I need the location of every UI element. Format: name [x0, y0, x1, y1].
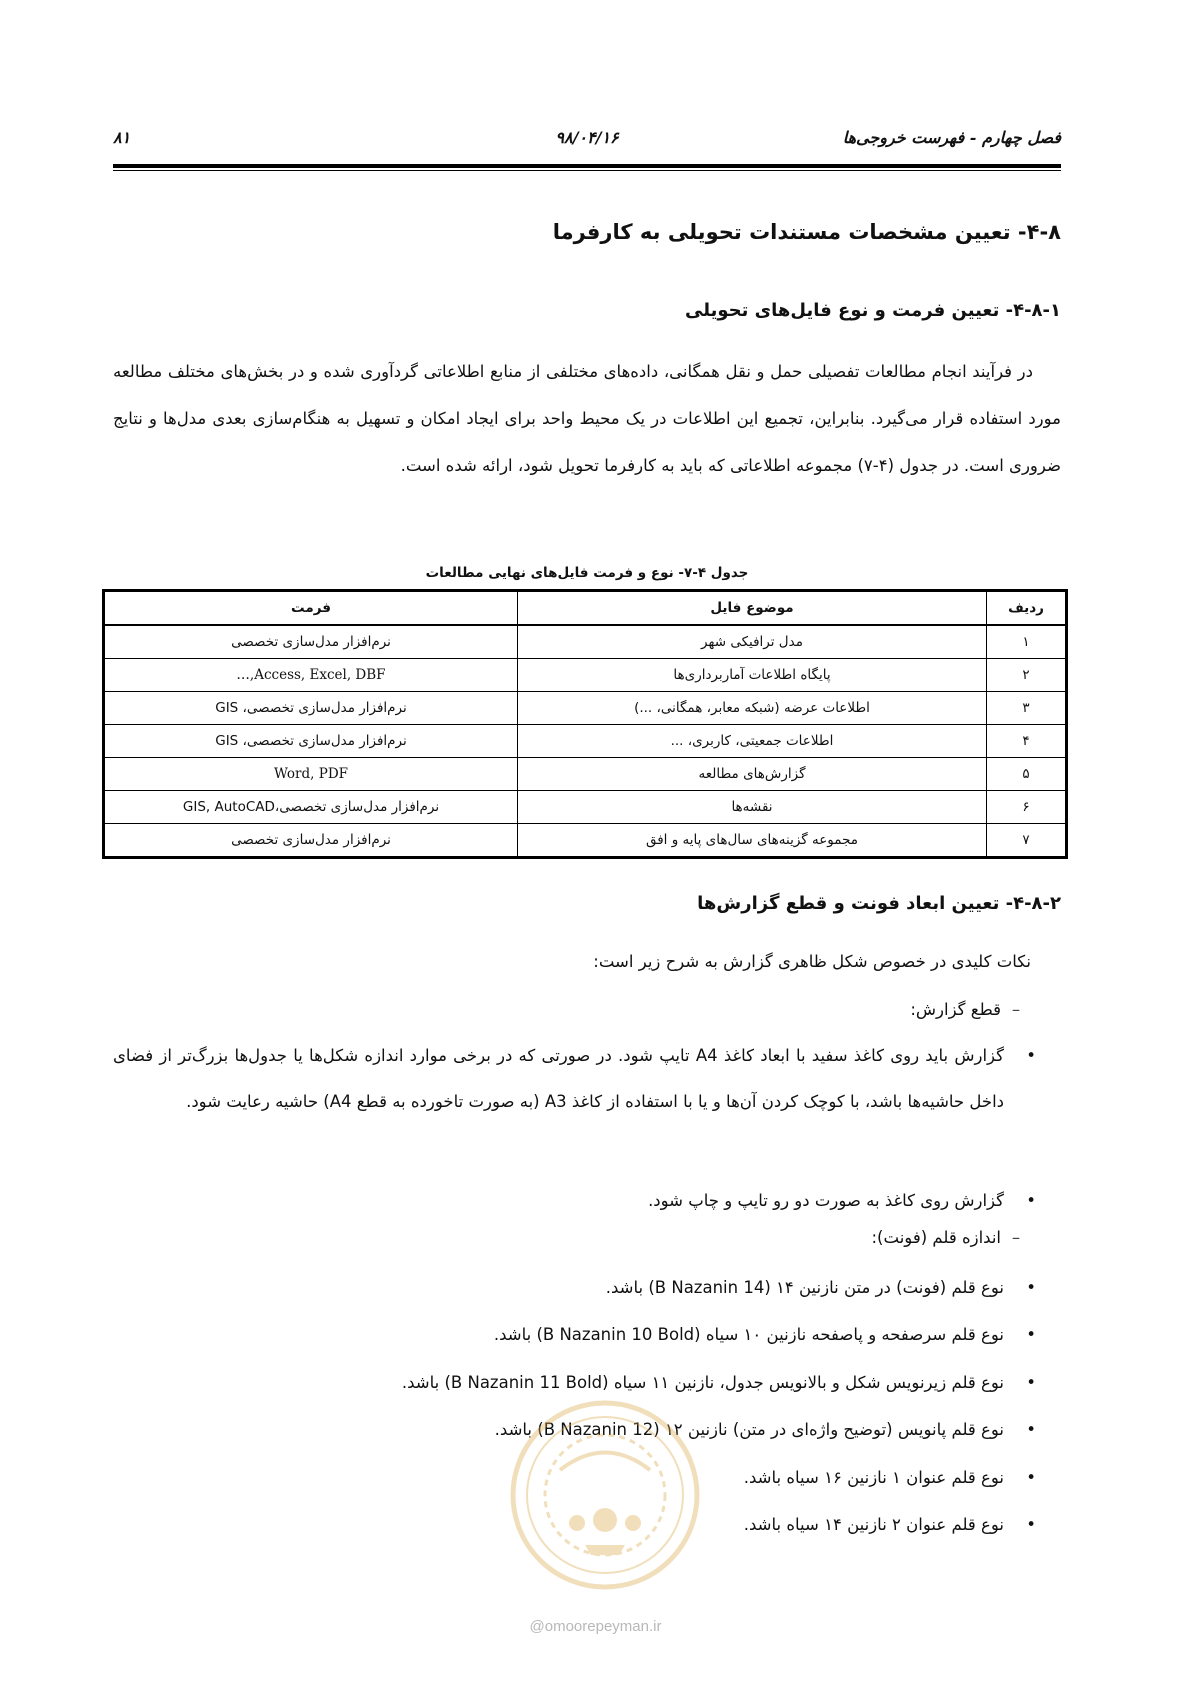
- cell-format: نرم‌افزار مدل‌سازی تخصصی: [104, 824, 518, 858]
- list-item-text: نوع قلم (فونت) در متن نازنین ۱۴ (B Nazanin 14) باشد.: [605, 1278, 1004, 1297]
- cell-format: Word, PDF: [104, 758, 518, 791]
- section-heading: ۴-۸- تعیین مشخصات مستندات تحویلی به کارفرما: [552, 220, 1061, 244]
- bullet-icon: •: [1026, 1191, 1036, 1210]
- table-header-row: [104, 591, 1067, 626]
- cell-file-subject: اطلاعات عرضه (شبکه معابر، همگانی، ...): [518, 692, 987, 725]
- watermark-seal-logo: [505, 1395, 705, 1595]
- cell-file-subject: گزارش‌های مطالعه: [518, 758, 987, 791]
- cell-row-number: ۶: [987, 791, 1067, 824]
- header-rule-thick: [113, 164, 1061, 168]
- bullet-icon: •: [1026, 1468, 1036, 1487]
- column-header-format: فرمت: [104, 591, 518, 626]
- column-header-row-number: ردیف: [987, 591, 1067, 626]
- table-row: [104, 625, 1067, 659]
- cell-format: نرم‌افزار مدل‌سازی تخصصی، GIS: [104, 692, 518, 725]
- cell-row-number: ۷: [987, 824, 1067, 858]
- body-paragraph: [113, 348, 1061, 489]
- cell-row-number: ۱: [987, 625, 1067, 659]
- bullet-icon: •: [1026, 1325, 1036, 1344]
- bullet-icon: •: [1026, 1420, 1036, 1439]
- list-group-label: [872, 1228, 1032, 1247]
- table-row: [104, 791, 1067, 824]
- page-number: ۸۱: [113, 128, 131, 147]
- cell-row-number: ۲: [987, 659, 1067, 692]
- list-group-label-text: قطع گزارش:: [910, 1000, 1001, 1019]
- subsection-heading-2: ۴-۸-۲- تعیین ابعاد فونت و قطع گزارش‌ها: [697, 893, 1061, 914]
- chapter-title: فصل چهارم - فهرست خروجی‌ها: [842, 128, 1061, 147]
- body-paragraph-text: در فرآیند انجام مطالعات تفصیلی حمل و نقل همگانی، داده‌های مختلفی از منابع اطلاعاتی گردآوری شده و در بخش‌های مختلف مطالعه مورد استفاده قرار می‌گیرد. بنابراین، تجمیع این اطلاعات در یک محیط واحد برای ایجاد امکان و تسهیل به هنگام‌سازی بعدی مدل‌ها و نتایج ضروری است. در جدول (۴-۷) مجموعه اطلاعاتی که باید به کارفرما تحویل شود، ارائه شده است.: [113, 362, 1061, 475]
- subsection-heading-1: ۴-۸-۱- تعیین فرمت و نوع فایل‌های تحویلی: [685, 300, 1061, 321]
- list-item: [648, 1178, 1036, 1224]
- page-header: [113, 128, 1061, 156]
- list-group-label-text: اندازه قلم (فونت):: [871, 1228, 1001, 1247]
- cell-row-number: ۳: [987, 692, 1067, 725]
- cell-row-number: ۴: [987, 725, 1067, 758]
- cell-format: نرم‌افزار مدل‌سازی تخصصی،GIS, AutoCAD: [104, 791, 518, 824]
- list-item-text: گزارش روی کاغذ به صورت دو رو تایپ و چاپ شود.: [648, 1191, 1004, 1210]
- cell-file-subject: مجموعه گزینه‌های سال‌های پایه و افق: [518, 824, 987, 858]
- list-item: [744, 1502, 1036, 1548]
- list-item-text: نوع قلم سرصفحه و پاصفحه نازنین ۱۰ سیاه (B Nazanin 10 Bold) باشد.: [493, 1325, 1004, 1344]
- dash-icon: –: [1011, 1000, 1021, 1019]
- list-item-text: نوع قلم عنوان ۲ نازنین ۱۴ سیاه باشد.: [743, 1515, 1004, 1534]
- list-item: [494, 1312, 1036, 1358]
- bullet-icon: •: [1026, 1515, 1036, 1534]
- list-item: [402, 1360, 1036, 1406]
- header-date: ۹۸/۰۴/۱۶: [555, 128, 619, 147]
- bullet-icon: •: [1026, 1046, 1036, 1065]
- cell-row-number: ۵: [987, 758, 1067, 791]
- list-item-text: گزارش باید روی کاغذ سفید با ابعاد کاغذ A4 تایپ شود. در صورتی که در برخی موارد اندازه شکل‌ها یا جدول‌ها بزرگ‌تر از فضای داخل حاشیه‌ها باشد، با کوچک کردن آن‌ها و یا با استفاده از کاغذ A3 (به صورت تاخورده به قطع A4) حاشیه رعایت شود.: [113, 1046, 1004, 1111]
- bullet-icon: •: [1026, 1278, 1036, 1297]
- cell-file-subject: مدل ترافیکی شهر: [518, 625, 987, 659]
- list-group-label: [910, 1000, 1031, 1019]
- table-row: [104, 758, 1067, 791]
- list-item-text: نوع قلم پانویس (توضیح واژه‌ای در متن) نازنین ۱۲ (B Nazanin 12) باشد.: [494, 1420, 1004, 1439]
- header-rule-thin: [113, 170, 1061, 171]
- list-item: [744, 1455, 1036, 1501]
- cell-file-subject: اطلاعات جمعیتی، کاربری، ...: [518, 725, 987, 758]
- table-caption: جدول ۴-۷- نوع و فرمت فایل‌های نهایی مطالعات: [425, 565, 749, 581]
- dash-icon: –: [1011, 1228, 1021, 1247]
- cell-format: Access, Excel, DBF,…: [104, 659, 518, 692]
- cell-format: نرم‌افزار مدل‌سازی تخصصی: [104, 625, 518, 659]
- table-row: [104, 659, 1067, 692]
- table-row: [104, 824, 1067, 858]
- list-item: [113, 1033, 1036, 1125]
- bullet-icon: •: [1026, 1373, 1036, 1392]
- deliverables-table: [102, 589, 1068, 859]
- list-item-text: نوع قلم عنوان ۱ نازنین ۱۶ سیاه باشد.: [743, 1468, 1004, 1487]
- list-item-text: نوع قلم زیرنویس شکل و بالانویس جدول، نازنین ۱۱ سیاه (B Nazanin 11 Bold) باشد.: [401, 1373, 1004, 1392]
- cell-file-subject: نقشه‌ها: [518, 791, 987, 824]
- column-header-file-subject: موضوع فایل: [518, 591, 987, 626]
- table-row: [104, 725, 1067, 758]
- watermark-text: @omoorepeyman.ir: [529, 1618, 662, 1635]
- cell-file-subject: پایگاه اطلاعات آماربرداری‌ها: [518, 659, 987, 692]
- table-row: [104, 692, 1067, 725]
- key-points-intro: نکات کلیدی در خصوص شکل ظاهری گزارش به شرح زیر است:: [593, 952, 1031, 971]
- list-item: [606, 1265, 1036, 1311]
- cell-format: نرم‌افزار مدل‌سازی تخصصی، GIS: [104, 725, 518, 758]
